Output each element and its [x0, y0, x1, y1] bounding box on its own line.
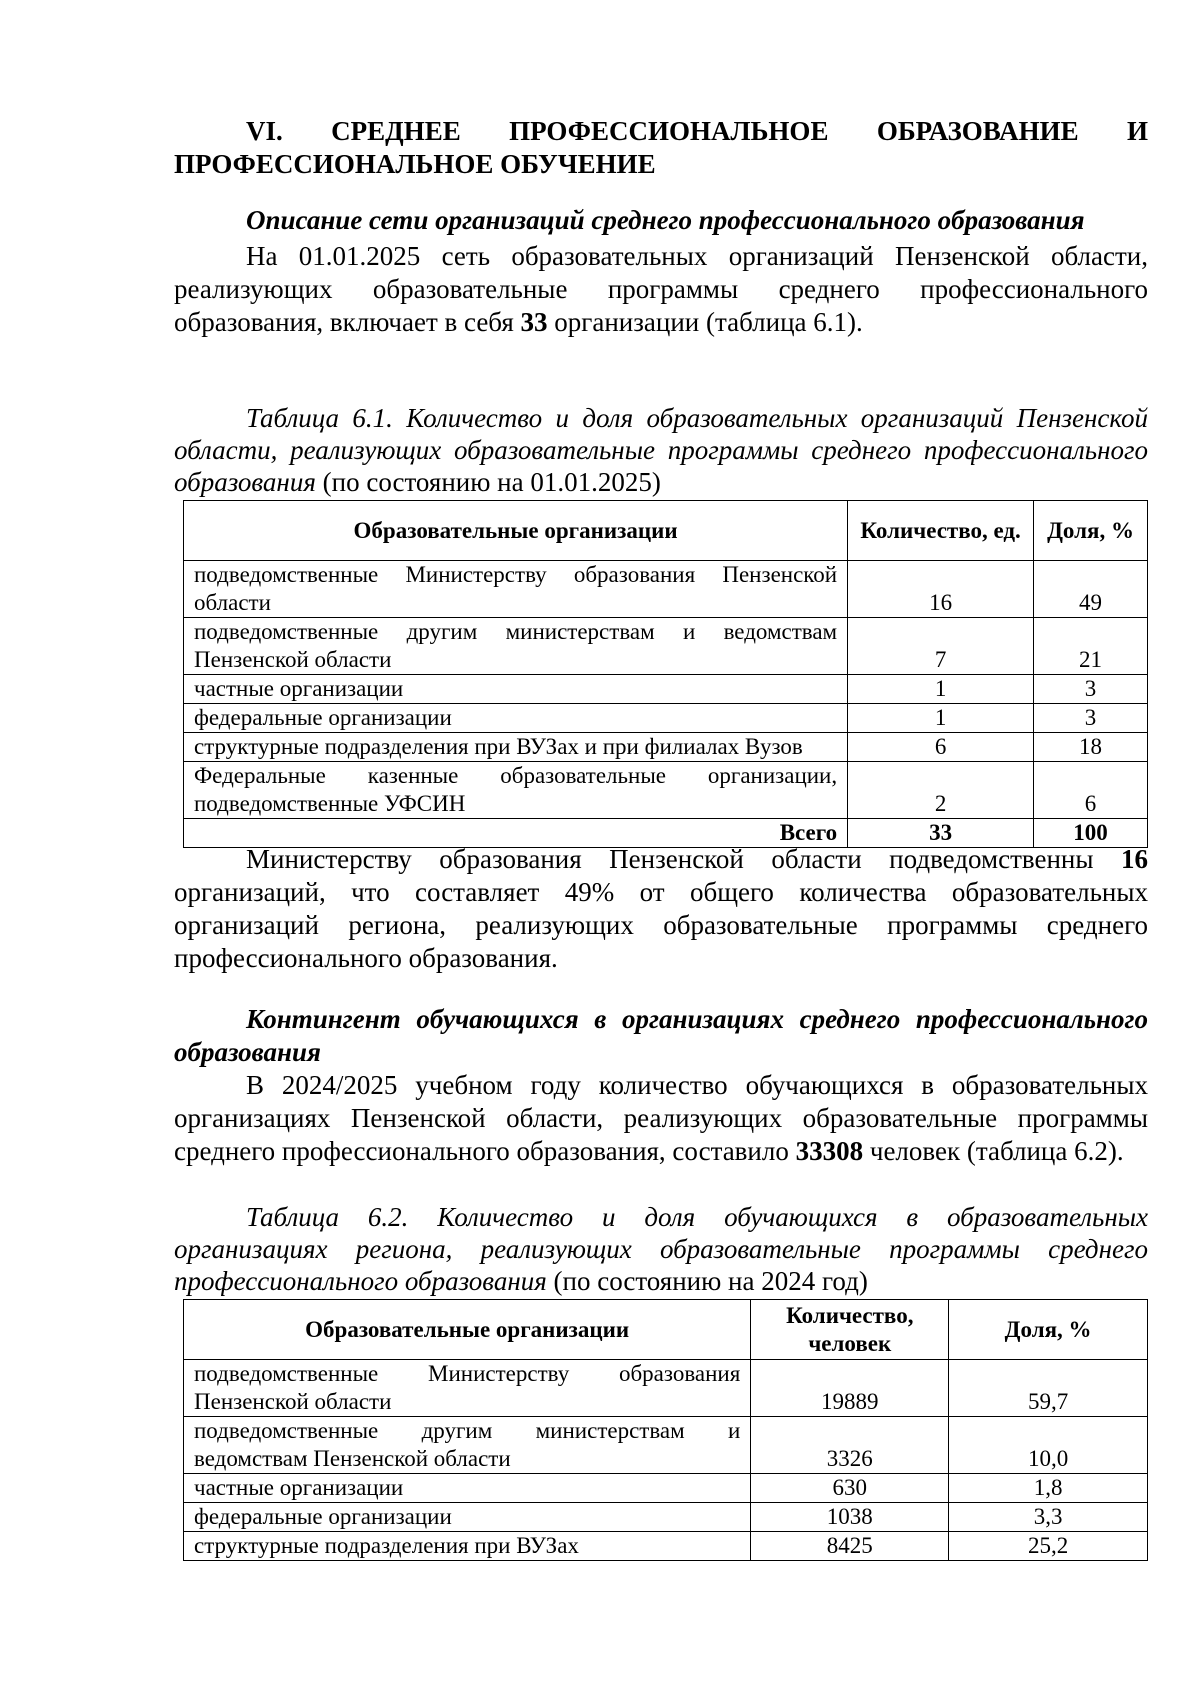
row-share: 3,3	[949, 1503, 1148, 1532]
subsection-1	[174, 204, 1148, 339]
subsection-2-title: Контингент обучающихся в организациях среднего профессионального образования	[174, 1004, 1148, 1067]
row-count: 8425	[751, 1532, 949, 1561]
table-row	[184, 762, 1148, 819]
row-count: 16	[848, 561, 1034, 618]
paragraph-after-table-1	[174, 843, 1148, 975]
header-organizations: Образовательные организации	[184, 501, 848, 561]
row-share: 18	[1034, 733, 1148, 762]
row-count: 630	[751, 1474, 949, 1503]
row-count: 6	[848, 733, 1034, 762]
org-count-bold: 33	[520, 307, 548, 337]
row-name: структурные подразделения при ВУЗах	[184, 1532, 751, 1561]
row-share: 25,2	[949, 1532, 1148, 1561]
table-row	[184, 1360, 1148, 1417]
row-count: 19889	[751, 1360, 949, 1417]
row-name: подведомственные другим министерствам и ведомствам Пензенской области	[184, 1417, 751, 1474]
subsection-1-paragraph	[174, 240, 1148, 339]
subsection-2	[174, 1003, 1148, 1168]
row-name: подведомственные Министерству образования Пензенской области	[184, 1360, 751, 1417]
caption-plain: (по состоянию на 01.01.2025)	[315, 467, 661, 497]
row-share: 3	[1034, 704, 1148, 733]
table-row	[184, 618, 1148, 675]
table-row	[184, 561, 1148, 618]
row-count: 2	[848, 762, 1034, 819]
table-row	[184, 675, 1148, 704]
subordinate-count-bold: 16	[1121, 844, 1148, 874]
total-share: 100	[1034, 819, 1148, 848]
row-name: структурные подразделения при ВУЗах и при филиалах Вузов	[184, 733, 848, 762]
row-name: федеральные организации	[184, 704, 848, 733]
header-count: Количество, ед.	[848, 501, 1034, 561]
total-label: Всего	[184, 819, 848, 848]
table-6-2	[183, 1299, 1148, 1561]
row-name: Федеральные казенные образовательные организации, подведомственные УФСИН	[184, 762, 848, 819]
caption-italic: Таблица 6.1. Количество и доля образовательных организаций Пензенской области, реализующих образовательные программы среднего профессионального образования	[174, 403, 1148, 497]
table-row	[184, 704, 1148, 733]
header-organizations: Образовательные организации	[184, 1300, 751, 1360]
table-6-1-caption	[174, 402, 1148, 498]
row-share: 1,8	[949, 1474, 1148, 1503]
row-count: 1	[848, 704, 1034, 733]
paragraph-text: организации (таблица 6.1).	[547, 307, 863, 337]
row-share: 3	[1034, 675, 1148, 704]
section-title-line2: ПРОФЕССИОНАЛЬНОЕ ОБУЧЕНИЕ	[174, 149, 656, 179]
paragraph-text: На 01.01.2025 сеть образовательных организаций Пензенской области, реализующих образовательные программы среднего профессионального образования, включает в себя	[174, 241, 1148, 337]
table-row	[184, 733, 1148, 762]
table-header-row	[184, 1300, 1148, 1360]
row-share: 59,7	[949, 1360, 1148, 1417]
paragraph-text: организаций, что составляет 49% от общего количества образовательных организаций региона, реализующих образовательные программы среднего профессионального образования.	[174, 877, 1148, 973]
row-name: частные организации	[184, 675, 848, 704]
row-share: 6	[1034, 762, 1148, 819]
row-count: 1038	[751, 1503, 949, 1532]
header-share: Доля, %	[1034, 501, 1148, 561]
row-name: частные организации	[184, 1474, 751, 1503]
table-6-1	[183, 500, 1148, 848]
subsection-1-title: Описание сети организаций среднего профессионального образования	[246, 205, 1085, 235]
student-count-bold: 33308	[795, 1136, 864, 1166]
header-count: Количество, человек	[751, 1300, 949, 1360]
row-share: 49	[1034, 561, 1148, 618]
paragraph-text: Министерству образования Пензенской области подведомственны	[246, 844, 1121, 874]
section-title-line1: VI. СРЕДНЕЕ ПРОФЕССИОНАЛЬНОЕ ОБРАЗОВАНИЕ И	[246, 116, 1148, 146]
row-count: 3326	[751, 1417, 949, 1474]
row-count: 1	[848, 675, 1034, 704]
caption-italic: Таблица 6.2. Количество и доля обучающихся в образовательных организациях региона, реализующих образовательные программы среднего профессионального образования	[174, 1202, 1148, 1296]
table-row	[184, 1417, 1148, 1474]
table-row	[184, 1503, 1148, 1532]
row-name: подведомственные другим министерствам и ведомствам Пензенской области	[184, 618, 848, 675]
header-share: Доля, %	[949, 1300, 1148, 1360]
paragraph-text: человек (таблица 6.2).	[863, 1136, 1124, 1166]
row-count: 7	[848, 618, 1034, 675]
table-header-row	[184, 501, 1148, 561]
table-6-2-caption	[174, 1201, 1148, 1297]
total-count: 33	[848, 819, 1034, 848]
caption-plain: (по состоянию на 2024 год)	[546, 1266, 868, 1296]
paragraph-text: В 2024/2025 учебном году количество обучающихся в образовательных организациях Пензенской области, реализующих образовательные программы среднего профессионального образования, составило	[174, 1070, 1148, 1166]
row-name: подведомственные Министерству образования Пензенской области	[184, 561, 848, 618]
section-heading	[174, 115, 1148, 181]
table-row	[184, 1474, 1148, 1503]
subsection-2-paragraph	[174, 1069, 1148, 1168]
row-name: федеральные организации	[184, 1503, 751, 1532]
row-share: 10,0	[949, 1417, 1148, 1474]
row-share: 21	[1034, 618, 1148, 675]
table-row	[184, 1532, 1148, 1561]
